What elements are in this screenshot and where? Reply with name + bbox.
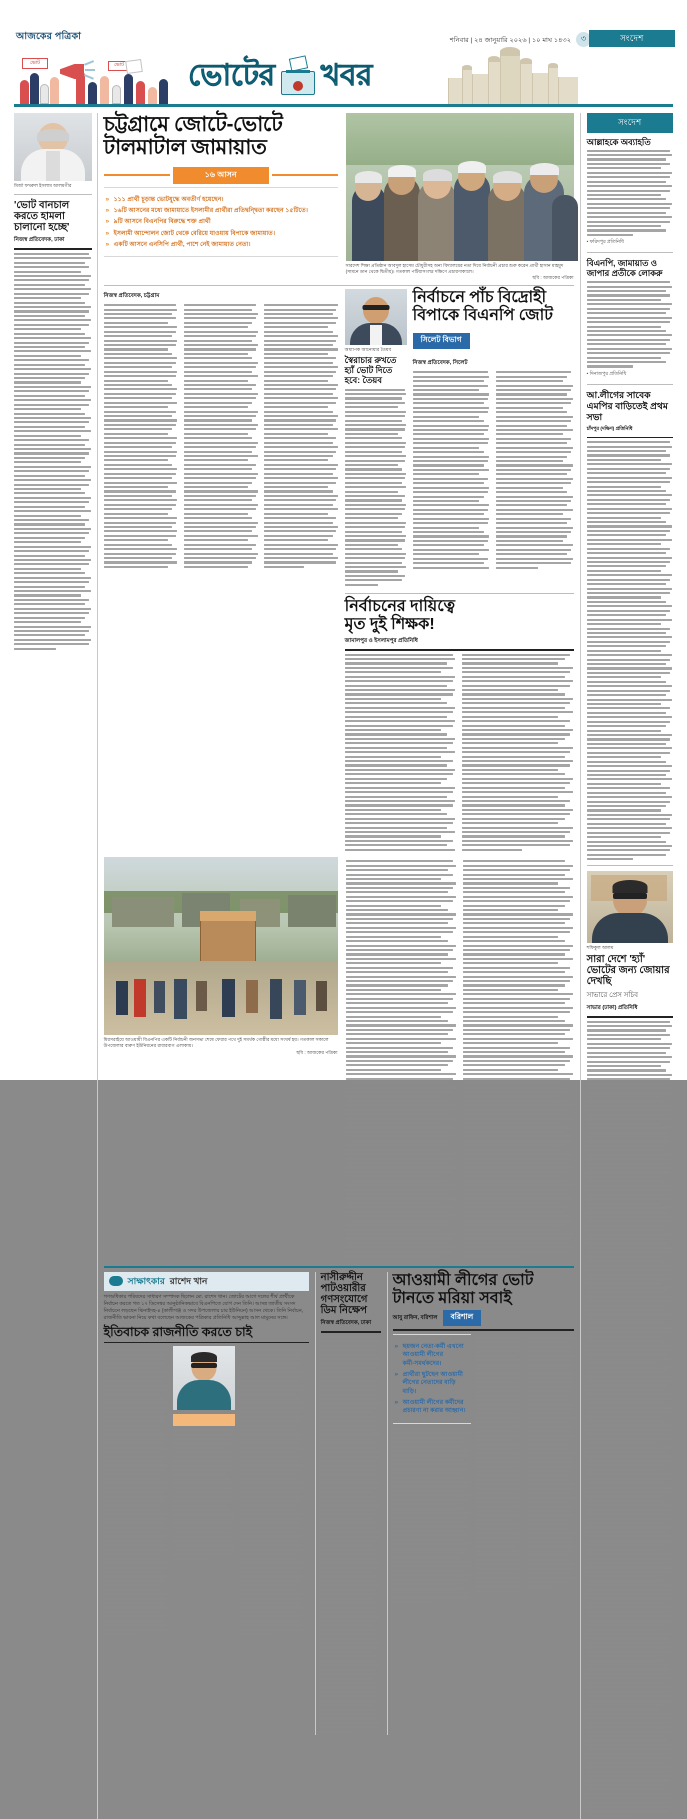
lead-bullet-box [104, 187, 338, 258]
placard-left: ভোট [22, 58, 48, 69]
taiyeb-photo [345, 289, 407, 345]
lead-bullet-2: » ৯টি আসনে বিএনপির বিরুদ্ধে শক্ত প্রার্থী [106, 218, 336, 226]
interview-strip [104, 1272, 309, 1291]
awami-badge: বরিশাল [443, 1310, 482, 1326]
press-secretary-caption: শফিকুল আলম [587, 945, 673, 951]
middle-column [98, 113, 580, 1819]
mid-right-filler-text [346, 857, 574, 1259]
sidebar-item-1-title: বিএনপি, জামায়াত ও জাপার প্রতীকে লোকরু [587, 258, 673, 278]
lead-bullet-0: » ১১১ প্রার্থী চূড়ান্ত ভোটযুদ্ধে অবতীর্ণ হয়েছেন। [106, 196, 336, 204]
sylhet-badge: সিলেট বিভাগ [413, 333, 470, 349]
page-number-badge: ৩ [576, 32, 591, 47]
awami-byline: আবু রাফিন, বরিশাল [393, 1314, 438, 1323]
interview-intro: গণঅধিকার পরিষদের সাধারণ সম্পাদক ছিলেন মো. রাশেদ খান। জোটের আগে দলের শীর্ষ প্রার্থীকে নির্বাচন করতে গত ১৭ ডিসেম্বর আনুষ্ঠানিকভাবে বিএনপিতে যোগ দেন তিনি। আসন্ন জাতীয় সংসদ নির্বাচনে লড়ছেন ঝিনাইদহ-৪ (কালীগঞ্জ ও সদর উপজেলার চার ইউনিয়ন) আসন থেকে। তিনি নির্বাচন, রাজনীতি ভাবনা নিয়ে কথা বলেছেন আজকের পত্রিকার প্রতিনিধি আব্দুল্লাহ আল মামুনের সঙ্গে। [104, 1294, 309, 1322]
sidebar-item-2-title: আ.লীগের সাবেক এমপির বাড়িতেই প্রথম সভা [587, 390, 673, 423]
voter-khobor-logo [188, 50, 438, 102]
interview-subject-name: রাশেদ খান [170, 1274, 208, 1289]
egg-byline: নিজস্ব প্রতিবেদক, ঢাকা [321, 1319, 381, 1328]
sidebar-item-0-title: আল্লাহকে অব্যাহতি [587, 137, 673, 147]
lead-story-top [104, 113, 574, 282]
teachers-body-text [345, 654, 574, 854]
sylhet-story-column [413, 356, 574, 588]
press-secretary-headline[interactable]: সারা দেশে 'হ্যাঁ' ভোটের জন্য জোয়ার দেখছি [587, 954, 673, 988]
parliament-building-illustration [448, 48, 578, 104]
lead-byline: নিজস্ব প্রতিবেদক, চট্টগ্রাম [104, 292, 339, 301]
taiyeb-portrait-block [345, 289, 407, 353]
egg-story-block [315, 1272, 381, 1736]
riot-photo-credit: ছবি : আজকের পত্রিকা [104, 1050, 338, 1056]
interview-portrait-col [173, 1346, 235, 1637]
awami-bullet-0: » ছয়জন নেতা‑কর্মী এখনো আওয়ামী লীগের কর্মী‑সমর্থকদের। [395, 1343, 469, 1368]
awami-story-block [387, 1272, 574, 1736]
right-sidebar [580, 113, 673, 1819]
sidebar-item-1-attrib: • দিনাজপুর প্রতিনিধি [587, 371, 673, 379]
ballot-box-icon [281, 57, 315, 95]
top-white-bar [0, 0, 687, 26]
interview-qa-col [104, 1349, 168, 1637]
awami-body-text [476, 1337, 574, 1605]
interview-body-3 [240, 1349, 304, 1637]
interview-block [104, 1272, 309, 1736]
egg-headline[interactable]: নাসীরুদ্দীন পাটওয়ারীর গণসংযোগে ডিম নিক্ষেপ [321, 1272, 381, 1317]
raised-hands-illustration [16, 56, 176, 104]
left-body-text [14, 253, 92, 650]
megaphone-sound-lines [84, 60, 106, 82]
interview-headline[interactable]: ইতিবাচক রাজনীতি করতে চাই [104, 1325, 309, 1339]
logo-word-voter: ভোটের [188, 51, 275, 102]
sidebar-item-0[interactable] [587, 137, 673, 247]
section-tab[interactable]: সংদেশ [589, 30, 675, 47]
sylhet-byline: নিজস্ব প্রতিবেদক, সিলেট [413, 359, 574, 368]
lead-headline-line2[interactable]: টালমাটাল জামায়াত [104, 136, 338, 160]
sylhet-headline-block [413, 289, 574, 353]
lead-body-columns [104, 289, 339, 853]
fakhrul-photo [14, 113, 92, 181]
lead-photo-caption: সারদেশ শিক্ষা প্রতিষ্ঠান আবদুল হাসেম চৌধুরীসহ অন্য বিদ্যালয়ের নতা দিয়ে নির্বাচনী প্রচার শুরু করেন প্রার্থী হাসান মাহমুদ (সামনে ডান থেকে দ্বিতীয়)। গতকাল পটিয়াসংলগ্ন দক্ষিণে প্রচারণাকালে। [346, 263, 574, 275]
lead-headline-block [104, 113, 338, 282]
awami-headline-line1[interactable]: আওয়ামী লীগের ভোট [393, 1272, 574, 1290]
pullquote-bar [173, 1414, 235, 1426]
egg-body-text [321, 1336, 381, 1733]
chat-bubble-icon [109, 1276, 123, 1286]
interview-tag: সাক্ষাৎকার [128, 1274, 165, 1289]
teachers-byline: জামালপুর ও ইসলামপুর প্রতিনিধি [345, 637, 574, 646]
lead-bullet-list [106, 196, 336, 250]
sylhet-block [345, 289, 574, 853]
logo-word-khobor: খবর [321, 51, 372, 102]
sidebar-item-0-attrib: • ফরিদপুর প্রতিনিধি [587, 239, 673, 247]
awami-bullet-1: » প্রার্থীরা ছুটছেন আওয়ামী লীগের নেতাদের বাড়ি বাড়ি। [395, 1371, 469, 1396]
taiyeb-body-text [345, 389, 407, 586]
awami-bullet-2: » আওয়ামী লীগের কর্মীদের প্রচারণা না করার আহ্বান। [395, 1399, 469, 1416]
awami-bullet-list [395, 1343, 469, 1416]
paper-brand: আজকের পত্রিকা [16, 30, 675, 45]
press-secretary-byline: সাভার (ঢাকা) প্রতিনিধি [587, 1004, 673, 1013]
press-secretary-story[interactable] [587, 871, 673, 1817]
placard-right: ভোট [108, 61, 130, 71]
rashed-khan-photo [173, 1346, 235, 1410]
sidebar-item-2-attrib: চাঁদপুর (দক্ষিণ) প্রতিনিধি [587, 426, 673, 434]
lead-photo-block [346, 113, 574, 282]
riot-photo-caption: মিরসরাইয়ে আওয়ামী বিএনপির একটি নির্বাচনী জনসভা শেষে ফেরার পথে দুই সমর্থক গোষ্ঠীর মধ্যে সংঘর্ষ হয়। গতকাল সকালে উপজেলার বারুণ ইউনিয়নের রাবারবাগ এলাকায়। [104, 1037, 338, 1049]
left-headline[interactable]: 'ভোট বানচাল করতে হামলা চালানো হচ্ছে' [14, 200, 92, 234]
sylhet-headline-line2[interactable]: বিপাকে বিএনপি জোট [413, 307, 574, 325]
page-body [0, 107, 687, 1819]
mid-second-band [104, 289, 574, 853]
fakhrul-photo-caption: মির্জা ফখরুল ইসলাম আলমগীর [14, 183, 92, 189]
awami-bullet-col [393, 1334, 471, 1605]
taiyeb-photo-caption: অধ্যাপক আনোয়ার তৈয়ব [345, 347, 407, 353]
interview-body-row [104, 1346, 309, 1637]
lead-bullet-1: » ১৬টি আসনের মধ্যে জামায়াতে ইসলামীর প্রার্থীরা প্রতিদ্বন্দ্বিতা করছেন ১৫টিতে। [106, 207, 336, 215]
lead-crowd-photo [346, 113, 574, 261]
sidebar-item-2[interactable] [587, 390, 673, 861]
sylhet-headline-line1[interactable]: নির্বাচনে পাঁচ বিদ্রোহী [413, 289, 574, 307]
riot-photo-block [104, 857, 338, 1259]
awami-body-row [393, 1334, 574, 1605]
press-secretary-photo [587, 871, 673, 943]
mid-third-band [104, 857, 574, 1259]
lead-bullet-4: » একটি আসনে এনসিপি প্রার্থী, পাশে নেই জামায়াত নেতা। [106, 241, 336, 249]
riot-photo [104, 857, 338, 1035]
sylhet-body-text [413, 371, 574, 571]
sidebar-item-1[interactable] [587, 258, 673, 379]
teachers-story [345, 598, 574, 853]
teachers-headline-line1[interactable]: নির্বাচনের দায়িত্বে [345, 598, 574, 616]
masthead-artwork [16, 48, 576, 104]
teachers-headline-line2[interactable]: মৃত দুই শিক্ষক! [345, 616, 574, 634]
awami-headline-line2[interactable]: টানতে মরিয়া সবাই [393, 1290, 574, 1308]
lead-bullet-3: » ইসলামী আন্দোলন জোট থেকে বেরিয়ে যাওয়ায় বিপাকে জামায়াত। [106, 230, 336, 238]
dateline: শনিবার | ২৪ জানুয়ারি ২০২৬ | ১০ মাঘ ১৪৩২ [450, 34, 571, 46]
lead-photo-credit: ছবি : আজকের পত্রিকা [346, 275, 574, 281]
megaphone-icon [60, 64, 84, 79]
lead-body-text [104, 304, 339, 570]
lead-badge: ১৬ আসন [173, 167, 269, 184]
dateline-group [450, 32, 591, 47]
interview-body-2 [173, 1429, 235, 1560]
taiyeb-story-column [345, 356, 407, 588]
masthead [0, 26, 687, 104]
sidebar-header: সংদেশ [587, 113, 673, 133]
lead-headline-line1[interactable]: চট্টগ্রামে জোটে-ভোটে [104, 113, 338, 137]
taiyeb-headline[interactable]: স্বৈরাচার রুখতে হ্যাঁ ভোট দিতে হবে: তৈয়ব [345, 356, 407, 385]
press-secretary-subhead: সাভারে প্রেস সচিব [587, 989, 673, 1001]
left-column [14, 113, 98, 1819]
left-byline: নিজস্ব প্রতিবেদক, ঢাকা [14, 236, 92, 245]
sylhet-top [345, 289, 574, 353]
bottom-package [104, 1272, 574, 1736]
paper-sheet-icon [125, 59, 143, 74]
sylhet-body-row [345, 356, 574, 588]
